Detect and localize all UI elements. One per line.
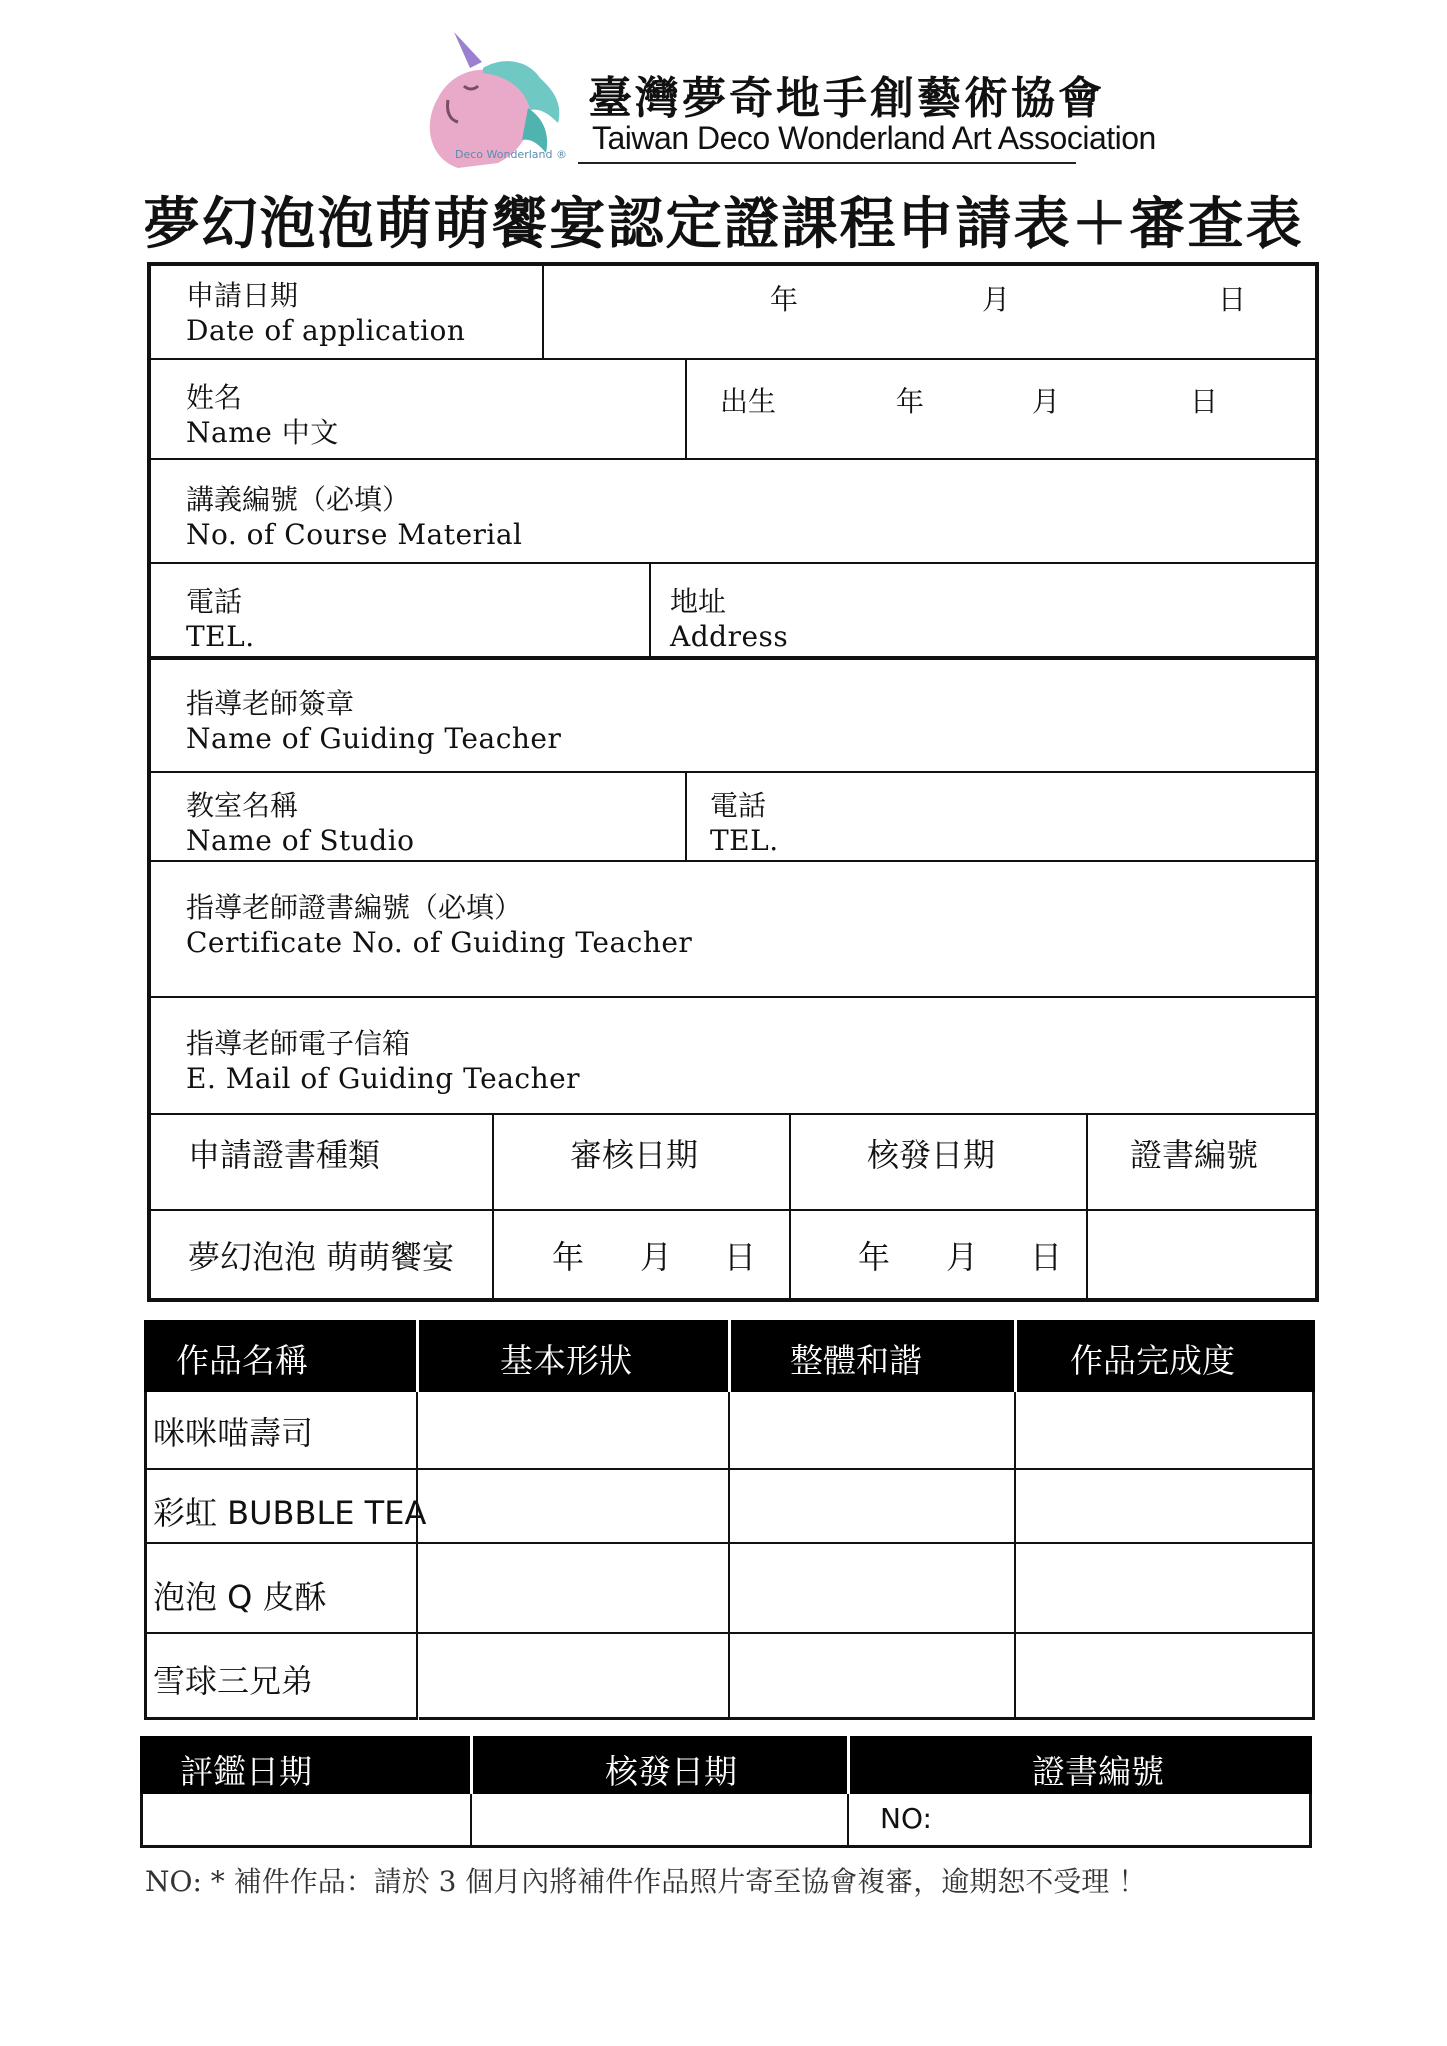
column-divider (492, 1113, 494, 1298)
evaluation-certificate-number-header: 證書編號 (1032, 1752, 1164, 1791)
form-title: 夢幻泡泡萌萌饗宴認定證課程申請表＋審查表 (143, 191, 1304, 257)
birth-month: 月 (1032, 385, 1061, 418)
evaluation-no-label: NO: (880, 1802, 932, 1835)
column-divider (470, 1794, 472, 1848)
teacher-certificate-label-en: Certificate No. of Guiding Teacher (186, 926, 693, 959)
column-divider (649, 563, 651, 658)
studio-tel-label (710, 788, 779, 858)
birth-day: 日 (1190, 385, 1219, 418)
basic-shape-header: 基本形狀 (500, 1341, 632, 1380)
application-date-label-en: Date of application (186, 314, 466, 347)
applicant-name-label-en: Name 中文 (186, 416, 339, 449)
header-divider (578, 162, 1076, 164)
birth-year: 年 (896, 385, 925, 418)
organization-name-en: Taiwan Deco Wonderland Art Association (592, 120, 1156, 156)
issue-date-year: 年 (858, 1238, 891, 1276)
applicant-tel-label-zh: 電話 (186, 585, 243, 618)
column-divider (847, 1736, 850, 1794)
certificate-type-header: 申請證書種類 (188, 1136, 381, 1174)
review-date-header: 審核日期 (570, 1136, 699, 1174)
studio-tel-label-en: TEL. (710, 824, 779, 857)
organization-name-zh: 臺灣夢奇地手創藝術協會 (588, 73, 1105, 124)
review-date-day: 日 (724, 1238, 757, 1276)
work-name-header: 作品名稱 (176, 1341, 308, 1380)
teacher-certificate-label-zh: 指導老師證書編號（必填） (186, 891, 523, 924)
row-divider (147, 1468, 1312, 1470)
column-divider (685, 772, 687, 861)
teacher-email-label-zh: 指導老師電子信箱 (186, 1027, 411, 1060)
row-divider (151, 562, 1315, 564)
row-divider (151, 996, 1315, 998)
teacher-certificate-label (186, 890, 692, 960)
row-divider (147, 1632, 1312, 1634)
course-name: 夢幻泡泡 萌萌饗宴 (188, 1238, 455, 1276)
row-divider (151, 458, 1315, 460)
studio-name-label-en: Name of Studio (186, 824, 415, 857)
evaluation-date-header: 評鑑日期 (180, 1752, 312, 1791)
issue-date-day: 日 (1030, 1238, 1063, 1276)
certificate-number-header: 證書編號 (1130, 1136, 1259, 1174)
column-divider (728, 1320, 731, 1392)
teacher-signature-label (186, 686, 561, 756)
column-divider (847, 1794, 849, 1848)
work-row-name: 彩虹 BUBBLE TEA (153, 1494, 427, 1532)
application-date-year: 年 (770, 283, 799, 316)
review-date-month: 月 (640, 1238, 673, 1276)
unicorn-logo (418, 28, 568, 168)
row-divider (151, 860, 1315, 862)
address-label (670, 584, 788, 654)
column-divider (1086, 1113, 1088, 1298)
course-material-label (186, 482, 523, 552)
row-divider (147, 1542, 1312, 1544)
column-divider (789, 1113, 791, 1298)
row-divider (151, 1113, 1315, 1115)
column-divider (1014, 1392, 1016, 1720)
work-row-name: 咪咪喵壽司 (153, 1414, 314, 1452)
footnote: NO: * 補件作品：請於 3 個月內將補件作品照片寄至協會複審，逾期恕不受理 ！ (145, 1865, 1147, 1898)
address-label-en: Address (670, 620, 789, 653)
studio-tel-label-zh: 電話 (710, 789, 767, 822)
row-divider (151, 771, 1315, 773)
application-date-label (186, 278, 465, 348)
application-date-day: 日 (1218, 283, 1247, 316)
course-material-label-en: No. of Course Material (186, 518, 523, 551)
application-date-label-zh: 申請日期 (186, 279, 299, 312)
studio-name-label (186, 788, 415, 858)
issue-date-month: 月 (946, 1238, 979, 1276)
applicant-tel-label-en: TEL. (186, 620, 255, 653)
section-divider (151, 656, 1315, 660)
teacher-email-label (186, 1026, 580, 1096)
logo-caption: Deco Wonderland ® (455, 148, 567, 161)
work-row-name: 雪球三兄弟 (153, 1662, 314, 1700)
column-divider (685, 359, 687, 459)
row-divider (151, 358, 1315, 360)
applicant-tel-label (186, 584, 255, 654)
harmony-header: 整體和諧 (790, 1341, 922, 1380)
course-material-label-zh: 講義編號（必填） (186, 483, 411, 516)
review-date-year: 年 (552, 1238, 585, 1276)
birth-label: 出生 (720, 385, 777, 418)
column-divider (728, 1392, 730, 1720)
row-divider (151, 1209, 1315, 1211)
studio-name-label-zh: 教室名稱 (186, 789, 299, 822)
applicant-name-label (186, 380, 339, 450)
applicant-name-label-zh: 姓名 (186, 381, 243, 414)
column-divider (470, 1736, 473, 1794)
evaluation-issue-date-header: 核發日期 (605, 1752, 737, 1791)
application-date-month: 月 (982, 283, 1011, 316)
teacher-signature-label-en: Name of Guiding Teacher (186, 722, 562, 755)
address-label-zh: 地址 (670, 585, 727, 618)
column-divider (542, 266, 544, 359)
work-row-name: 泡泡 Q 皮酥 (153, 1578, 327, 1616)
teacher-signature-label-zh: 指導老師簽章 (186, 687, 355, 720)
teacher-email-label-en: E. Mail of Guiding Teacher (186, 1062, 581, 1095)
issue-date-header: 核發日期 (867, 1136, 996, 1174)
column-divider (416, 1392, 418, 1720)
completion-header: 作品完成度 (1070, 1341, 1235, 1380)
column-divider (1014, 1320, 1017, 1392)
